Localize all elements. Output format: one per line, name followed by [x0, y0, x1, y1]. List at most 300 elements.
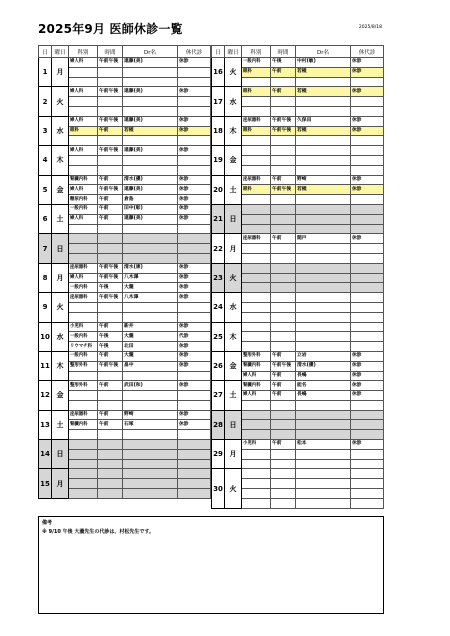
- time-cell: [271, 293, 296, 303]
- header-row: [39, 46, 211, 58]
- doctor-cell: [123, 253, 178, 263]
- doctor-cell: [296, 332, 351, 342]
- time-cell: 午前午後: [98, 273, 123, 283]
- doctor-cell: [123, 106, 178, 116]
- doctor-cell: [123, 165, 178, 175]
- time-cell: 午前: [271, 67, 296, 77]
- doctor-cell: [296, 155, 351, 165]
- status-cell: 休診: [178, 420, 211, 430]
- department-cell: [69, 136, 98, 146]
- doctor-cell: [296, 489, 351, 499]
- col-weekday: 曜日: [52, 46, 69, 58]
- status-cell: 休診: [178, 116, 211, 126]
- doctor-cell: 若槻: [296, 185, 351, 195]
- status-cell: 休診: [351, 185, 384, 195]
- status-cell: [351, 97, 384, 107]
- department-cell: [69, 489, 98, 499]
- table-row: [39, 146, 211, 156]
- time-cell: [271, 498, 296, 508]
- department-cell: [242, 449, 271, 459]
- status-cell: [351, 253, 384, 263]
- doctor-cell: [296, 273, 351, 283]
- status-cell: 休診: [178, 175, 211, 185]
- table-row: [212, 410, 384, 420]
- doctor-cell: 倉島: [123, 195, 178, 205]
- day-number: 9: [39, 293, 52, 322]
- col-substitute: 休代診: [351, 46, 384, 58]
- time-cell: 午前午後: [98, 116, 123, 126]
- day-number: 7: [39, 234, 52, 263]
- time-cell: 午前: [98, 126, 123, 136]
- time-cell: [271, 77, 296, 87]
- department-cell: [242, 332, 271, 342]
- department-cell: 糖尿内科: [69, 195, 98, 205]
- time-cell: 午前午後: [271, 126, 296, 136]
- table-row: [39, 293, 211, 303]
- status-cell: [351, 469, 384, 479]
- table-row: [212, 146, 384, 156]
- status-cell: 休診: [178, 204, 211, 214]
- department-cell: [242, 263, 271, 273]
- doctor-cell: 遠藤(美): [123, 185, 178, 195]
- status-cell: 休診: [351, 175, 384, 185]
- remarks-title: 備考: [42, 520, 53, 526]
- day-number: 2: [39, 87, 52, 116]
- status-cell: [178, 106, 211, 116]
- department-cell: [69, 155, 98, 165]
- time-cell: [271, 273, 296, 283]
- time-cell: [271, 459, 296, 469]
- doctor-cell: [123, 77, 178, 87]
- issue-date: 2025/8/18: [358, 25, 382, 30]
- doctor-cell: 長嶋: [296, 391, 351, 401]
- status-cell: [351, 420, 384, 430]
- doctor-cell: [123, 244, 178, 254]
- day-number: 15: [39, 469, 52, 498]
- table-row: [212, 322, 384, 332]
- day-number: 24: [212, 293, 225, 322]
- status-cell: [178, 224, 211, 234]
- time-cell: [271, 283, 296, 293]
- department-cell: [242, 224, 271, 234]
- status-cell: [351, 273, 384, 283]
- status-cell: [351, 332, 384, 342]
- doctor-cell: [123, 449, 178, 459]
- time-cell: 午前午後: [271, 361, 296, 371]
- weekday: 火: [225, 58, 242, 87]
- header-row: [212, 46, 384, 58]
- doctor-cell: [296, 459, 351, 469]
- time-cell: [271, 136, 296, 146]
- status-cell: [351, 77, 384, 87]
- status-cell: [351, 244, 384, 254]
- department-cell: [242, 312, 271, 322]
- day-number: 16: [212, 58, 225, 87]
- time-cell: [271, 263, 296, 273]
- schedule-table-left: [38, 45, 211, 499]
- time-cell: [271, 214, 296, 224]
- department-cell: [242, 165, 271, 175]
- col-substitute: 休代診: [178, 46, 211, 58]
- time-cell: 午前午後: [98, 361, 123, 371]
- time-cell: 午前: [98, 410, 123, 420]
- weekday: 火: [52, 87, 69, 116]
- doctor-cell: 若槻: [296, 87, 351, 97]
- time-cell: [98, 371, 123, 381]
- time-cell: [98, 234, 123, 244]
- department-cell: [242, 136, 271, 146]
- weekday: 日: [225, 204, 242, 233]
- doctor-cell: [296, 195, 351, 205]
- day-number: 26: [212, 351, 225, 380]
- doctor-cell: [296, 449, 351, 459]
- table-row: [39, 116, 211, 126]
- time-cell: [98, 97, 123, 107]
- status-cell: 休診: [178, 293, 211, 303]
- time-cell: 午前: [271, 351, 296, 361]
- department-cell: 一般内科: [69, 204, 98, 214]
- doctor-cell: [123, 234, 178, 244]
- status-cell: [178, 302, 211, 312]
- weekday: 金: [225, 351, 242, 380]
- department-cell: [242, 479, 271, 489]
- status-cell: [178, 77, 211, 87]
- department-cell: [69, 371, 98, 381]
- weekday: 金: [52, 381, 69, 410]
- time-cell: 午後: [98, 283, 123, 293]
- status-cell: [178, 67, 211, 77]
- status-cell: [351, 146, 384, 156]
- status-cell: [351, 263, 384, 273]
- status-cell: 休診: [178, 185, 211, 195]
- status-cell: 休診: [178, 195, 211, 205]
- status-cell: [351, 410, 384, 420]
- doctor-cell: 松本: [296, 440, 351, 450]
- weekday: 木: [225, 116, 242, 145]
- status-cell: 休診: [178, 361, 211, 371]
- status-cell: [178, 479, 211, 489]
- time-cell: [271, 479, 296, 489]
- time-cell: [98, 449, 123, 459]
- weekday: 木: [225, 322, 242, 351]
- doctor-cell: 石塚: [123, 420, 178, 430]
- weekday: 月: [52, 263, 69, 292]
- time-cell: [271, 146, 296, 156]
- department-cell: [242, 430, 271, 440]
- day-number: 28: [212, 410, 225, 439]
- status-cell: 休診: [351, 87, 384, 97]
- department-cell: 婦人科: [242, 391, 271, 401]
- department-cell: 一般内科: [69, 351, 98, 361]
- status-cell: [178, 97, 211, 107]
- doctor-cell: 畠中: [123, 361, 178, 371]
- weekday: 水: [225, 293, 242, 322]
- department-cell: [69, 459, 98, 469]
- department-cell: 婦人科: [69, 214, 98, 224]
- department-cell: [242, 283, 271, 293]
- day-number: 4: [39, 146, 52, 175]
- time-cell: [271, 342, 296, 352]
- status-cell: 休診: [178, 342, 211, 352]
- department-cell: 小児科: [242, 440, 271, 450]
- table-row: [212, 351, 384, 361]
- department-cell: [242, 253, 271, 263]
- status-cell: 休診: [351, 371, 384, 381]
- department-cell: 婦人科: [69, 146, 98, 156]
- status-cell: 休診: [178, 87, 211, 97]
- doctor-cell: [123, 430, 178, 440]
- doctor-cell: 武田(和): [123, 381, 178, 391]
- time-cell: [271, 489, 296, 499]
- status-cell: [178, 459, 211, 469]
- doctor-cell: 遠藤(美): [123, 116, 178, 126]
- status-cell: [351, 106, 384, 116]
- department-cell: 整形外科: [69, 381, 98, 391]
- day-number: 13: [39, 410, 52, 439]
- table-row: [39, 263, 211, 273]
- department-cell: [242, 410, 271, 420]
- col-dept: 科別: [242, 46, 271, 58]
- department-cell: 一般内科: [69, 332, 98, 342]
- status-cell: 休診: [178, 381, 211, 391]
- doctor-cell: [296, 106, 351, 116]
- department-cell: 腎臓内科: [69, 420, 98, 430]
- time-cell: [98, 155, 123, 165]
- department-cell: 腎臓内科: [242, 361, 271, 371]
- doctor-cell: [296, 146, 351, 156]
- table-row: [39, 322, 211, 332]
- doctor-cell: [123, 391, 178, 401]
- table-row: [212, 58, 384, 68]
- status-cell: 休診: [351, 351, 384, 361]
- day-number: 8: [39, 263, 52, 292]
- department-cell: [242, 489, 271, 499]
- time-cell: [271, 332, 296, 342]
- department-cell: [242, 293, 271, 303]
- status-cell: [351, 195, 384, 205]
- time-cell: [271, 449, 296, 459]
- day-number: 3: [39, 116, 52, 145]
- department-cell: [242, 195, 271, 205]
- status-cell: [178, 234, 211, 244]
- department-cell: [69, 400, 98, 410]
- status-cell: 休診: [178, 273, 211, 283]
- status-cell: [178, 371, 211, 381]
- status-cell: 休診: [178, 58, 211, 68]
- time-cell: [271, 400, 296, 410]
- table-row: [212, 234, 384, 244]
- page-title: 2025年9月 医師休診一覧: [38, 22, 183, 36]
- department-cell: 腎臓内科: [69, 175, 98, 185]
- doctor-cell: [296, 165, 351, 175]
- table-row: [212, 263, 384, 273]
- weekday: 日: [225, 410, 242, 439]
- doctor-cell: [296, 469, 351, 479]
- department-cell: [69, 479, 98, 489]
- department-cell: 眼科: [242, 67, 271, 77]
- doctor-cell: 八木澤: [123, 273, 178, 283]
- time-cell: [271, 302, 296, 312]
- doctor-cell: [296, 283, 351, 293]
- time-cell: 午前: [98, 420, 123, 430]
- doctor-cell: 久保田: [296, 116, 351, 126]
- department-cell: [242, 322, 271, 332]
- doctor-cell: [123, 479, 178, 489]
- status-cell: 休診: [178, 214, 211, 224]
- time-cell: [271, 165, 296, 175]
- department-cell: 腎臓内科: [242, 381, 271, 391]
- status-cell: [351, 489, 384, 499]
- department-cell: [69, 77, 98, 87]
- department-cell: 泌尿器科: [69, 410, 98, 420]
- time-cell: [98, 244, 123, 254]
- doctor-cell: [296, 420, 351, 430]
- doctor-cell: 能名: [296, 381, 351, 391]
- table-row: [212, 440, 384, 450]
- remarks-note: ※ 9/10 午後 大瀧先生の代診は、村松先生です。: [42, 529, 154, 535]
- doctor-cell: 大瀧: [123, 332, 178, 342]
- doctor-cell: 田中(彰): [123, 204, 178, 214]
- time-cell: 午前: [271, 87, 296, 97]
- department-cell: [69, 67, 98, 77]
- department-cell: 婦人科: [69, 116, 98, 126]
- status-cell: 休診: [351, 440, 384, 450]
- doctor-cell: [296, 77, 351, 87]
- department-cell: 婦人科: [69, 185, 98, 195]
- time-cell: [98, 253, 123, 263]
- day-number: 25: [212, 322, 225, 351]
- status-cell: [178, 400, 211, 410]
- department-cell: [242, 97, 271, 107]
- status-cell: [351, 459, 384, 469]
- time-cell: 午前: [98, 322, 123, 332]
- department-cell: 眼科: [69, 126, 98, 136]
- time-cell: 午前: [271, 371, 296, 381]
- day-number: 29: [212, 440, 225, 469]
- department-cell: 一般内科: [69, 283, 98, 293]
- time-cell: 午前: [271, 440, 296, 450]
- time-cell: 午後: [98, 332, 123, 342]
- table-row: [39, 469, 211, 479]
- col-time: 時間: [271, 46, 296, 58]
- time-cell: [98, 67, 123, 77]
- status-cell: [178, 155, 211, 165]
- department-cell: [242, 77, 271, 87]
- department-cell: [242, 106, 271, 116]
- weekday: 月: [225, 440, 242, 469]
- status-cell: [178, 136, 211, 146]
- time-cell: 午前午後: [98, 146, 123, 156]
- time-cell: [271, 97, 296, 107]
- table-row: [39, 410, 211, 420]
- time-cell: 午前: [98, 381, 123, 391]
- department-cell: 整形外科: [69, 361, 98, 371]
- time-cell: [98, 77, 123, 87]
- status-cell: 休診: [178, 146, 211, 156]
- time-cell: 午後: [98, 342, 123, 352]
- department-cell: 泌尿器科: [69, 263, 98, 273]
- weekday: 火: [225, 469, 242, 508]
- doctor-cell: [296, 479, 351, 489]
- department-cell: [242, 204, 271, 214]
- day-number: 27: [212, 381, 225, 410]
- status-cell: [351, 302, 384, 312]
- department-cell: [69, 302, 98, 312]
- department-cell: [69, 244, 98, 254]
- doctor-cell: 新井: [123, 322, 178, 332]
- doctor-cell: [296, 410, 351, 420]
- department-cell: 泌尿器科: [69, 293, 98, 303]
- department-cell: [69, 391, 98, 401]
- weekday: 月: [52, 469, 69, 498]
- department-cell: 小児科: [69, 322, 98, 332]
- doctor-cell: 清水(優): [123, 175, 178, 185]
- department-cell: [242, 146, 271, 156]
- time-cell: [98, 165, 123, 175]
- weekday: 土: [225, 381, 242, 410]
- weekday: 月: [225, 234, 242, 263]
- department-cell: [69, 440, 98, 450]
- department-cell: 眼科: [242, 126, 271, 136]
- time-cell: 午前: [98, 351, 123, 361]
- doctor-cell: [296, 498, 351, 508]
- day-number: 14: [39, 440, 52, 469]
- department-cell: 眼科: [242, 87, 271, 97]
- table-row: [39, 58, 211, 68]
- status-cell: 休診: [351, 381, 384, 391]
- status-cell: [351, 224, 384, 234]
- day-number: 18: [212, 116, 225, 145]
- time-cell: [271, 244, 296, 254]
- department-cell: 眼科: [242, 185, 271, 195]
- time-cell: [271, 155, 296, 165]
- department-cell: 泌尿器科: [242, 175, 271, 185]
- doctor-cell: [296, 293, 351, 303]
- col-weekday: 曜日: [225, 46, 242, 58]
- day-number: 6: [39, 204, 52, 233]
- status-cell: [178, 165, 211, 175]
- status-cell: [351, 136, 384, 146]
- department-cell: 婦人科: [69, 58, 98, 68]
- doctor-cell: [123, 371, 178, 381]
- time-cell: 午前午後: [98, 87, 123, 97]
- status-cell: 休診: [351, 58, 384, 68]
- table-row: [39, 204, 211, 214]
- weekday: 水: [52, 322, 69, 351]
- status-cell: 休診: [351, 234, 384, 244]
- status-cell: [178, 430, 211, 440]
- table-row: [212, 381, 384, 391]
- time-cell: 午後: [271, 58, 296, 68]
- doctor-cell: [296, 204, 351, 214]
- status-cell: 休診: [178, 283, 211, 293]
- doctor-cell: [123, 302, 178, 312]
- department-cell: [69, 469, 98, 479]
- status-cell: [351, 165, 384, 175]
- doctor-cell: 大瀧: [123, 351, 178, 361]
- department-cell: [242, 469, 271, 479]
- day-number: 20: [212, 175, 225, 204]
- department-cell: [242, 342, 271, 352]
- doctor-cell: 遠藤(美): [123, 87, 178, 97]
- weekday: 金: [225, 146, 242, 175]
- day-number: 11: [39, 351, 52, 380]
- weekday: 土: [225, 175, 242, 204]
- time-cell: [271, 224, 296, 234]
- doctor-cell: [123, 155, 178, 165]
- doctor-cell: [296, 253, 351, 263]
- time-cell: 午前: [271, 175, 296, 185]
